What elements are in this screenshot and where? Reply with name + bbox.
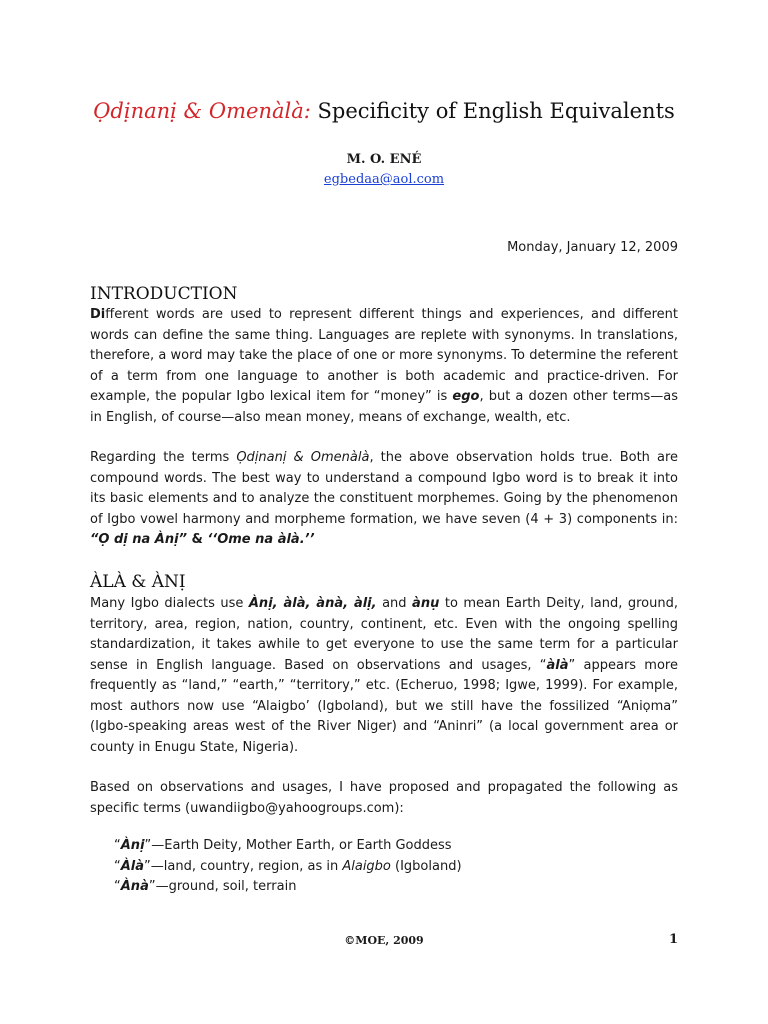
term-tail: (Igboland)	[390, 858, 462, 874]
intro-p1-end: , but a dozen other terms—as in English, of course—also mean money, means of exchange, wealth, etc.	[90, 389, 678, 425]
intro-p2-start: Regarding the terms	[90, 450, 237, 465]
list-item	[114, 836, 674, 857]
list-item	[114, 877, 674, 898]
intro-p2-body: , the above observation holds true. Both are compound words. The best way to understand a compound Igbo word is to break it into its basic elements and to analyze the constituent morphemes. Going by the phenomenon of Igbo vowel harmony and morpheme formation, we have seven (4 + 3) components in:	[90, 450, 679, 527]
term-ala: Àlà	[120, 858, 145, 874]
s2p1-start: Many Igbo dialects use	[90, 596, 249, 611]
author-email-link[interactable]: egbedaa@aol.com	[323, 172, 445, 187]
section2-paragraph-2: Based on observations and usages, I have proposed and propagated the following as specific terms (uwandiigbo@yahoogroups.com):	[90, 780, 678, 816]
title-subtitle: Specificity of English Equivalents	[310, 99, 675, 123]
intro-p2-terms: Ọdịnanị & Omenàlà	[236, 450, 370, 465]
terms-list	[114, 836, 674, 898]
document-date: Monday, January 12, 2009	[507, 240, 678, 255]
s2p1-and: and	[376, 596, 413, 611]
word-ego: ego	[452, 389, 480, 404]
intro-p1-text: fferent words are used to represent different things and experiences, and different words can define the same thing. Languages are replete with synonyms. In translations, therefore, a word may take the place of one or more synonyms. To determine the referent of a term from one language to another is both academic and practice-driven. For example, the popular Igbo lexical item for “money” is	[90, 307, 678, 404]
component-odinani: “Ọ dị na Ànị”	[90, 532, 187, 547]
term-ani: Ànị	[120, 838, 145, 853]
term-definition: ”—Earth Deity, Mother Earth, or Earth Goddess	[144, 838, 452, 853]
heading-ala-ani: ÀLÀ & ÀNỊ	[90, 572, 186, 592]
term-ana: Ànà	[120, 879, 149, 894]
document-title	[0, 96, 768, 126]
term-definition: ”—ground, soil, terrain	[148, 879, 297, 894]
list-item	[114, 857, 674, 878]
quote-open: “	[114, 858, 121, 874]
intro-paragraph-2	[90, 448, 678, 551]
title-igbo-terms: Ọdịnanị & Omenàlà:	[93, 99, 311, 123]
s2p1-anu: ànụ	[412, 596, 440, 611]
s2p1-end: ” appears more frequently as “land,” “earth,” “territory,” etc. (Echeruo, 1998; Igwe, 1999). For example, most authors now use “Alaigbo’ (Igboland), but we still have the fossilized “Aniọma” (Igbo-speaking areas west of the River Niger) and “Aninri” (a local government area or county in Enugu State, Nigeria).	[90, 657, 678, 755]
s2p1-body: to mean Earth Deity, land, ground, territory, area, region, nation, country, continent, etc. Even with the ongoing spelling standardization, it takes awhile to get everyone to use the same term for a particular sense in English language. Based on observations and usages, “	[90, 596, 678, 673]
heading-introduction: INTRODUCTION	[90, 284, 238, 304]
component-omenala: ‘‘Ome na àlà.’’	[207, 532, 315, 547]
term-definition: ”—land, country, region, as in	[144, 858, 343, 874]
quote-open: “	[114, 879, 121, 894]
footer-copyright: ©MOE, 2009	[344, 934, 424, 947]
page-number: 1	[668, 932, 678, 947]
quote-open: “	[114, 838, 121, 853]
intro-paragraph-1	[90, 305, 678, 428]
term-alaigbo: Alaigbo	[342, 858, 391, 874]
s2p1-terms: Ànị, àlà, ànà, àlị,	[248, 596, 377, 611]
s2p1-ala: àlà	[546, 657, 569, 673]
dropcap-bold: Di	[90, 307, 106, 322]
section2-paragraph-1	[90, 594, 678, 758]
author-name: M. O. ENÉ	[346, 152, 422, 167]
component-ampersand: &	[186, 532, 208, 547]
author-email-container	[0, 172, 768, 187]
